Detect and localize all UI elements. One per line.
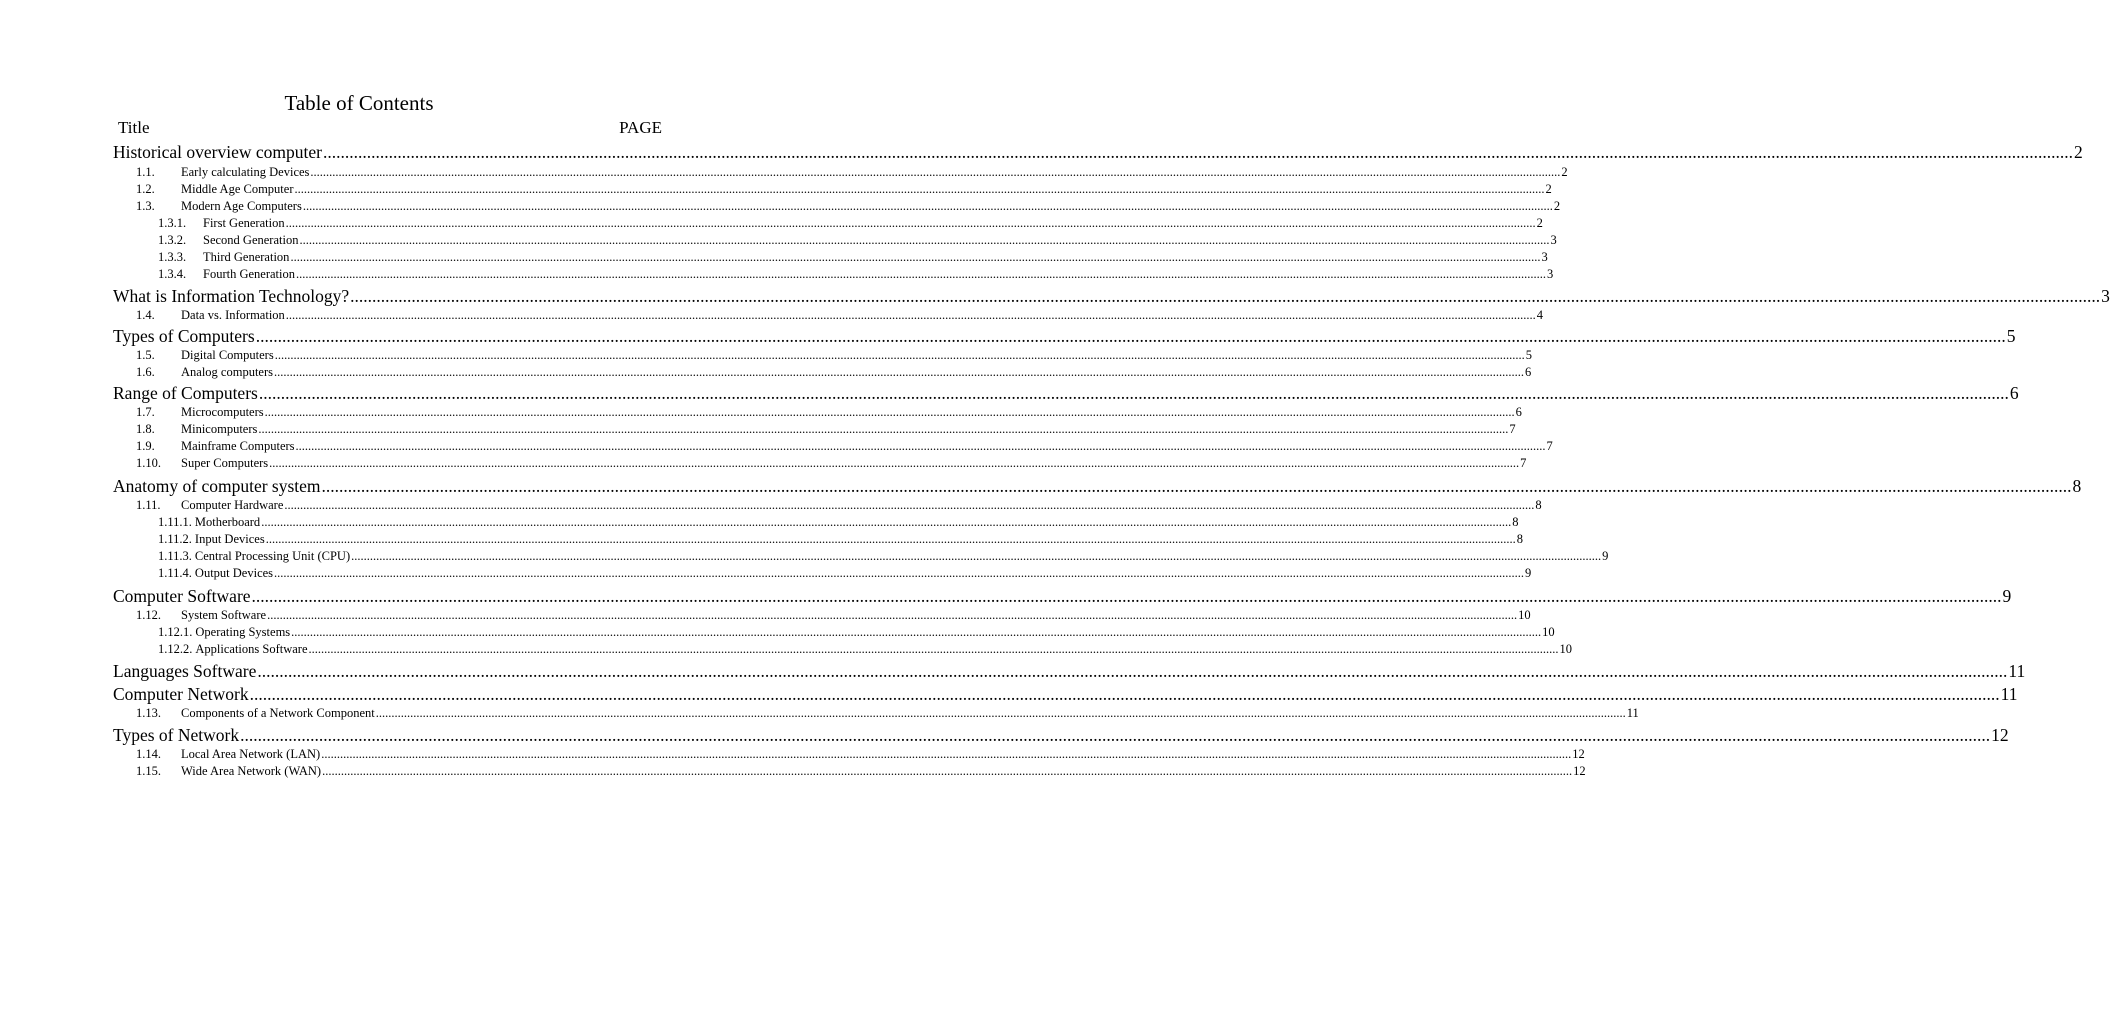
toc-entry-title: Range of Computers [113, 383, 258, 403]
toc-chapter-entry [113, 325, 2016, 347]
toc-section-entry [136, 364, 1532, 380]
toc-section-entry [158, 624, 1555, 640]
toc-section-entry [136, 181, 1552, 197]
toc-entry-page: 2 [1553, 199, 1561, 213]
toc-entry-title: Third Generation [203, 250, 290, 264]
toc-entry-number: 1.11. [136, 498, 161, 512]
toc-entry-title: Anatomy of computer system [113, 476, 321, 496]
toc-entry-number: 1.11.3. [158, 549, 192, 563]
toc-entry-page: 10 [1542, 625, 1555, 639]
toc-entry-title: Fourth Generation [203, 267, 295, 281]
toc-entry-number: 1.3. [136, 199, 155, 213]
toc-entry-title: Modern Age Computers [181, 199, 302, 213]
toc-entry-page: 7 [1509, 422, 1516, 436]
toc-chapter-entry [113, 382, 2019, 404]
toc-entry-page: 5 [2006, 326, 2016, 346]
toc-entry-title: Local Area Network (LAN) [181, 747, 321, 761]
toc-entry-page: 12 [1572, 747, 1585, 761]
toc-leader-dots: ................................................................................................................................................................................................................................................................................................................................................................................................................ [257, 661, 2008, 681]
toc-entry-page: 4 [1536, 308, 1544, 322]
toc-leader-dots: ................................................................................................................................................................................................................................................................................................................................................................................................................ [258, 422, 1509, 436]
toc-leader-dots: ................................................................................................................................................................................................................................................................................................................................................................................................................ [295, 439, 1546, 453]
toc-entry-number: 1.3.1. [158, 216, 187, 230]
toc-entry-page: 10 [1559, 642, 1573, 656]
toc-entry-number: 1.14. [136, 747, 161, 761]
toc-section-entry [158, 232, 1557, 248]
toc-leader-dots: ................................................................................................................................................................................................................................................................................................................................................................................................................ [258, 383, 2009, 403]
toc-entry-page: 11 [1626, 706, 1639, 720]
toc-entry-page: 6 [2009, 383, 2019, 403]
toc-entry-page: 8 [2072, 476, 2082, 496]
toc-chapter-entry [113, 724, 2009, 746]
toc-entry-title: Middle Age Computer [181, 182, 294, 196]
page-column-header: PAGE [619, 118, 662, 137]
toc-entry-page: 3 [1550, 233, 1557, 247]
toc-entry-title: Components of a Network Component [181, 706, 375, 720]
toc-entry-page: 6 [1515, 405, 1522, 419]
toc-leader-dots: ................................................................................................................................................................................................................................................................................................................................................................................................................ [249, 684, 2000, 704]
toc-entry-number: 1.6. [136, 365, 155, 379]
toc-leader-dots: ................................................................................................................................................................................................................................................................................................................................................................................................................ [274, 348, 1525, 362]
toc-entry-title: System Software [181, 608, 267, 622]
toc-section-entry [136, 198, 1561, 214]
toc-section-entry [158, 249, 1548, 265]
toc-section-entry [136, 347, 1532, 363]
toc-leader-dots: ................................................................................................................................................................................................................................................................................................................................................................................................................ [294, 182, 1545, 196]
toc-entry-number: 1.12.1. [158, 625, 193, 639]
toc-leader-dots: ................................................................................................................................................................................................................................................................................................................................................................................................................ [296, 267, 1546, 281]
toc-section-entry [136, 404, 1522, 420]
toc-entry-number: 1.10. [136, 456, 161, 470]
toc-entry-page: 2 [1561, 165, 1568, 179]
toc-leader-dots: ................................................................................................................................................................................................................................................................................................................................................................................................................ [302, 199, 1553, 213]
toc-entry-title: What is Information Technology? [113, 286, 350, 306]
toc-entry-title: Input Devices [194, 532, 265, 546]
toc-entry-page: 9 [2002, 586, 2012, 606]
toc-entry-page: 11 [2000, 684, 2018, 704]
toc-leader-dots: ................................................................................................................................................................................................................................................................................................................................................................................................................ [264, 405, 1515, 419]
toc-section-entry [158, 514, 1519, 530]
toc-leader-dots: ................................................................................................................................................................................................................................................................................................................................................................................................................ [322, 142, 2073, 162]
toc-entry-number: 1.11.4. [158, 566, 192, 580]
toc-leader-dots: ................................................................................................................................................................................................................................................................................................................................................................................................................ [284, 498, 1535, 512]
toc-entry-title: Historical overview computer [113, 142, 322, 162]
toc-chapter-entry [113, 585, 2012, 607]
toc-entry-title: Computer Hardware [181, 498, 284, 512]
toc-entry-number: 1.12. [136, 608, 161, 622]
toc-section-entry [158, 215, 1543, 231]
toc-section-entry [158, 641, 1573, 657]
toc-entry-number: 1.5. [136, 348, 155, 362]
toc-entry-number: 1.9. [136, 439, 155, 453]
toc-entry-page: 12 [1991, 725, 2009, 745]
toc-leader-dots: ................................................................................................................................................................................................................................................................................................................................................................................................................ [321, 476, 2072, 496]
toc-section-entry [136, 455, 1527, 471]
toc-entry-page: 11 [2008, 661, 2026, 681]
toc-entry-number: 1.12.2. [158, 642, 193, 656]
toc-entry-number: 1.13. [136, 706, 161, 720]
toc-entry-title: Operating Systems [195, 625, 291, 639]
toc-section-entry [136, 705, 1639, 721]
toc-leader-dots: ................................................................................................................................................................................................................................................................................................................................................................................................................ [290, 250, 1541, 264]
toc-entry-page: 7 [1546, 439, 1553, 453]
toc-section-entry [136, 497, 1542, 513]
toc-entry-number: 1.4. [136, 308, 155, 322]
toc-entry-page: 9 [1525, 566, 1532, 580]
toc-section-entry [136, 607, 1531, 623]
toc-leader-dots: ................................................................................................................................................................................................................................................................................................................................................................................................................ [321, 747, 1572, 761]
toc-leader-dots: ................................................................................................................................................................................................................................................................................................................................................................................................................ [261, 515, 1512, 529]
toc-entry-page: 2 [2073, 142, 2083, 162]
toc-entry-page: 9 [1602, 549, 1609, 563]
toc-entry-title: Analog computers [181, 365, 273, 379]
toc-leader-dots: ................................................................................................................................................................................................................................................................................................................................................................................................................ [267, 608, 1518, 622]
toc-section-entry [136, 763, 1586, 779]
toc-leader-dots: ................................................................................................................................................................................................................................................................................................................................................................................................................ [308, 642, 1559, 656]
toc-section-entry [136, 307, 1544, 323]
toc-section-entry [136, 438, 1553, 454]
page-title: Table of Contents [284, 91, 434, 115]
toc-leader-dots: ................................................................................................................................................................................................................................................................................................................................................................................................................ [291, 625, 1542, 639]
toc-entry-title: Computer Network [113, 684, 249, 704]
toc-entry-number: 1.11.2. [158, 532, 192, 546]
toc-entry-page: 8 [1516, 532, 1523, 546]
toc-entry-title: Microcomputers [181, 405, 264, 419]
toc-leader-dots: ................................................................................................................................................................................................................................................................................................................................................................................................................ [255, 326, 2006, 346]
toc-chapter-entry [113, 475, 2082, 497]
toc-leader-dots: ................................................................................................................................................................................................................................................................................................................................................................................................................ [240, 725, 1991, 745]
toc-section-entry [158, 548, 1609, 564]
toc-entry-number: 1.11.1. [158, 515, 192, 529]
toc-entry-page: 12 [1573, 764, 1586, 778]
toc-entry-number: 1.15. [136, 764, 161, 778]
toc-entry-number: 1.3.3. [158, 250, 187, 264]
toc-leader-dots: ................................................................................................................................................................................................................................................................................................................................................................................................................ [265, 532, 1516, 546]
toc-entry-title: Applications Software [195, 642, 308, 656]
toc-entry-number: 1.7. [136, 405, 155, 419]
toc-entry-page: 2 [1536, 216, 1543, 230]
toc-chapter-entry [113, 141, 2083, 163]
title-column-header: Title [118, 118, 150, 137]
toc-entry-title: Wide Area Network (WAN) [181, 764, 322, 778]
toc-entry-title: Languages Software [113, 661, 257, 681]
toc-entry-title: Digital Computers [181, 348, 274, 362]
toc-entry-page: 3 [1547, 267, 1554, 281]
toc-entry-number: 1.3.2. [158, 233, 187, 247]
toc-entry-page: 7 [1520, 456, 1527, 470]
toc-entry-title: Data vs. Information [181, 308, 285, 322]
toc-entry-title: Minicomputers [181, 422, 258, 436]
toc-entry-number: 1.8. [136, 422, 155, 436]
toc-entry-page: 6 [1525, 365, 1532, 379]
toc-entry-title: Motherboard [194, 515, 261, 529]
toc-section-entry [158, 531, 1523, 547]
toc-entry-page: 3 [1541, 250, 1548, 264]
toc-section-entry [158, 565, 1532, 581]
toc-entry-page: 2 [1545, 182, 1552, 196]
toc-chapter-entry [113, 683, 2018, 705]
toc-entry-number: 1.1. [136, 165, 155, 179]
toc-entry-title: Types of Computers [113, 326, 255, 346]
toc-leader-dots: ................................................................................................................................................................................................................................................................................................................................................................................................................ [322, 764, 1573, 778]
toc-leader-dots: ................................................................................................................................................................................................................................................................................................................................................................................................................ [285, 308, 1536, 322]
toc-entry-title: Central Processing Unit (CPU) [194, 549, 351, 563]
toc-entry-page: 3 [2101, 286, 2110, 306]
toc-leader-dots: ................................................................................................................................................................................................................................................................................................................................................................................................................ [350, 286, 2101, 306]
toc-leader-dots: ................................................................................................................................................................................................................................................................................................................................................................................................................ [299, 233, 1550, 247]
toc-entry-page: 8 [1512, 515, 1519, 529]
toc-chapter-entry [113, 660, 2026, 682]
toc-leader-dots: ................................................................................................................................................................................................................................................................................................................................................................................................................ [274, 365, 1524, 379]
toc-entry-title: Output Devices [194, 566, 274, 580]
toc-entry-title: Mainframe Computers [181, 439, 295, 453]
toc-entry-title: Early calculating Devices [181, 165, 310, 179]
toc-section-entry [158, 266, 1554, 282]
toc-leader-dots: ................................................................................................................................................................................................................................................................................................................................................................................................................ [251, 586, 2002, 606]
toc-entry-title: Types of Network [113, 725, 240, 745]
toc-section-entry [136, 421, 1516, 437]
toc-entry-page: 5 [1525, 348, 1532, 362]
toc-chapter-entry [113, 285, 2110, 307]
toc-leader-dots: ................................................................................................................................................................................................................................................................................................................................................................................................................ [274, 566, 1525, 580]
toc-section-entry [136, 746, 1585, 762]
toc-leader-dots: ................................................................................................................................................................................................................................................................................................................................................................................................................ [351, 549, 1602, 563]
toc-leader-dots: ................................................................................................................................................................................................................................................................................................................................................................................................................ [269, 456, 1520, 470]
toc-leader-dots: ................................................................................................................................................................................................................................................................................................................................................................................................................ [375, 706, 1626, 720]
toc-entry-page: 10 [1518, 608, 1531, 622]
toc-leader-dots: ................................................................................................................................................................................................................................................................................................................................................................................................................ [285, 216, 1536, 230]
toc-entry-number: 1.2. [136, 182, 155, 196]
toc-entry-number: 1.3.4. [158, 267, 187, 281]
toc-entry-title: Second Generation [203, 233, 299, 247]
toc-leader-dots: ................................................................................................................................................................................................................................................................................................................................................................................................................ [310, 165, 1561, 179]
toc-entry-title: Computer Software [113, 586, 251, 606]
toc-section-entry [136, 164, 1568, 180]
toc-entry-title: Super Computers [181, 456, 269, 470]
toc-entry-title: First Generation [203, 216, 285, 230]
toc-entry-page: 8 [1535, 498, 1542, 512]
